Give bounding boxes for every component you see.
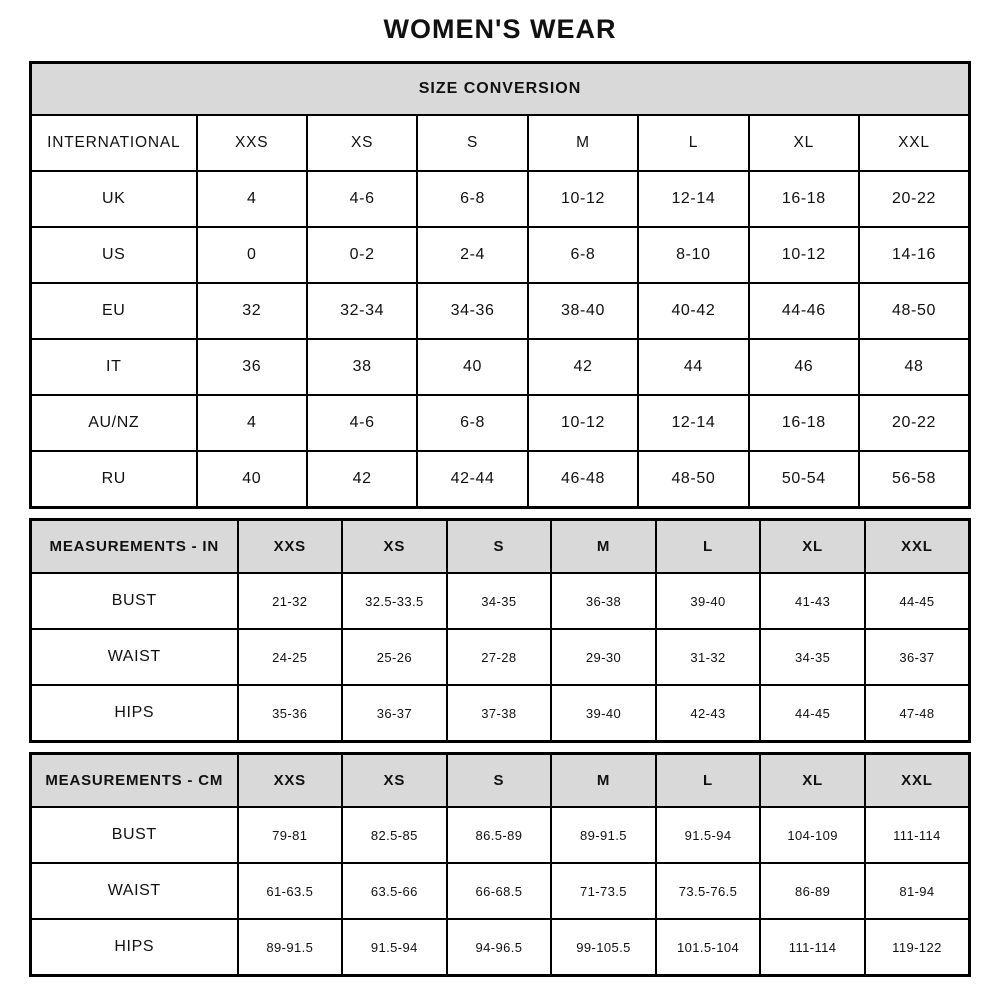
value-cell: 39-40	[551, 685, 656, 742]
value-cell: 38-40	[528, 283, 638, 339]
value-cell: 50-54	[749, 451, 859, 508]
value-cell: 99-105.5	[551, 919, 656, 976]
value-cell: 38	[307, 339, 417, 395]
size-column-header: L	[656, 754, 761, 808]
region-label: EU	[31, 283, 197, 339]
table-row	[31, 451, 970, 508]
table-row	[31, 685, 970, 742]
size-column-header: XS	[342, 520, 447, 574]
value-cell: 36-38	[551, 573, 656, 629]
size-conversion-table	[29, 61, 971, 509]
column-header-row	[31, 520, 970, 574]
value-cell: 34-35	[760, 629, 865, 685]
value-cell: 4-6	[307, 171, 417, 227]
value-cell: 10-12	[528, 395, 638, 451]
value-cell: 40	[417, 339, 527, 395]
value-cell: 0	[197, 227, 307, 283]
value-cell: 39-40	[656, 573, 761, 629]
table-title: MEASUREMENTS - CM	[31, 754, 238, 808]
page-title: WOMEN'S WEAR	[383, 14, 617, 44]
table-title-row	[31, 63, 970, 116]
value-cell: 44-46	[749, 283, 859, 339]
value-cell: 12-14	[638, 395, 748, 451]
value-cell: 35-36	[238, 685, 343, 742]
value-cell: 8-10	[638, 227, 748, 283]
table-row	[31, 171, 970, 227]
size-column-header: L	[656, 520, 761, 574]
size-column-header: XL	[760, 754, 865, 808]
value-cell: 24-25	[238, 629, 343, 685]
value-cell: 86.5-89	[447, 807, 552, 863]
value-cell: 61-63.5	[238, 863, 343, 919]
value-cell: 40	[197, 451, 307, 508]
value-cell: 10-12	[749, 227, 859, 283]
value-cell: 36-37	[865, 629, 970, 685]
region-label: US	[31, 227, 197, 283]
value-cell: 44	[638, 339, 748, 395]
value-cell: 42-44	[417, 451, 527, 508]
value-cell: 10-12	[528, 171, 638, 227]
table-row	[31, 339, 970, 395]
value-cell: 25-26	[342, 629, 447, 685]
value-cell: 4	[197, 171, 307, 227]
measurement-label: HIPS	[31, 919, 238, 976]
size-column-header: XXL	[865, 520, 970, 574]
size-column-header: XXS	[197, 115, 307, 171]
table-row	[31, 919, 970, 976]
size-conversion-table-body	[31, 63, 970, 508]
value-cell: 6-8	[528, 227, 638, 283]
size-column-header: XXL	[859, 115, 969, 171]
value-cell: 16-18	[749, 171, 859, 227]
value-cell: 119-122	[865, 919, 970, 976]
value-cell: 46	[749, 339, 859, 395]
value-cell: 44-45	[760, 685, 865, 742]
measurements-in-table	[29, 518, 971, 743]
value-cell: 12-14	[638, 171, 748, 227]
size-column-header: XS	[342, 754, 447, 808]
value-cell: 20-22	[859, 395, 969, 451]
value-cell: 41-43	[760, 573, 865, 629]
size-column-header: S	[417, 115, 527, 171]
size-column-header: S	[447, 754, 552, 808]
size-column-header: XXS	[238, 754, 343, 808]
table-row	[31, 395, 970, 451]
value-cell: 27-28	[447, 629, 552, 685]
measurement-label: BUST	[31, 807, 238, 863]
value-cell: 4-6	[307, 395, 417, 451]
value-cell: 32-34	[307, 283, 417, 339]
value-cell: 56-58	[859, 451, 969, 508]
value-cell: 20-22	[859, 171, 969, 227]
measurement-label: WAIST	[31, 629, 238, 685]
value-cell: 6-8	[417, 395, 527, 451]
column-header-row	[31, 115, 970, 171]
measurement-label: WAIST	[31, 863, 238, 919]
region-label: UK	[31, 171, 197, 227]
column-header-row	[31, 754, 970, 808]
measurements-in-table-body	[31, 520, 970, 742]
size-column-header: L	[638, 115, 748, 171]
table-title: MEASUREMENTS - IN	[31, 520, 238, 574]
value-cell: 89-91.5	[238, 919, 343, 976]
size-column-header: M	[528, 115, 638, 171]
value-cell: 81-94	[865, 863, 970, 919]
value-cell: 91.5-94	[342, 919, 447, 976]
value-cell: 31-32	[656, 629, 761, 685]
measurements-cm-table	[29, 752, 971, 977]
value-cell: 89-91.5	[551, 807, 656, 863]
value-cell: 47-48	[865, 685, 970, 742]
value-cell: 16-18	[749, 395, 859, 451]
value-cell: 34-35	[447, 573, 552, 629]
measurements-cm-table-body	[31, 754, 970, 976]
value-cell: 37-38	[447, 685, 552, 742]
value-cell: 71-73.5	[551, 863, 656, 919]
value-cell: 36	[197, 339, 307, 395]
value-cell: 32.5-33.5	[342, 573, 447, 629]
value-cell: 86-89	[760, 863, 865, 919]
measurement-label: HIPS	[31, 685, 238, 742]
region-label: IT	[31, 339, 197, 395]
value-cell: 32	[197, 283, 307, 339]
table-row	[31, 807, 970, 863]
value-cell: 48-50	[638, 451, 748, 508]
measurement-label: BUST	[31, 573, 238, 629]
value-cell: 6-8	[417, 171, 527, 227]
region-label: AU/NZ	[31, 395, 197, 451]
value-cell: 2-4	[417, 227, 527, 283]
value-cell: 42	[528, 339, 638, 395]
value-cell: 101.5-104	[656, 919, 761, 976]
table-row	[31, 863, 970, 919]
size-column-header: XL	[749, 115, 859, 171]
size-column-header: XXS	[238, 520, 343, 574]
value-cell: 40-42	[638, 283, 748, 339]
size-chart-page	[29, 0, 971, 977]
value-cell: 21-32	[238, 573, 343, 629]
value-cell: 63.5-66	[342, 863, 447, 919]
table-row	[31, 283, 970, 339]
table-row	[31, 227, 970, 283]
size-column-header: M	[551, 520, 656, 574]
value-cell: 111-114	[865, 807, 970, 863]
table-title: SIZE CONVERSION	[31, 63, 970, 116]
value-cell: 48-50	[859, 283, 969, 339]
value-cell: 42	[307, 451, 417, 508]
value-cell: 34-36	[417, 283, 527, 339]
value-cell: 73.5-76.5	[656, 863, 761, 919]
value-cell: 91.5-94	[656, 807, 761, 863]
value-cell: 111-114	[760, 919, 865, 976]
size-column-header: XXL	[865, 754, 970, 808]
size-column-header: S	[447, 520, 552, 574]
table-row	[31, 573, 970, 629]
value-cell: 94-96.5	[447, 919, 552, 976]
value-cell: 48	[859, 339, 969, 395]
value-cell: 4	[197, 395, 307, 451]
region-label: RU	[31, 451, 197, 508]
value-cell: 79-81	[238, 807, 343, 863]
row-header-label: INTERNATIONAL	[31, 115, 197, 171]
value-cell: 42-43	[656, 685, 761, 742]
value-cell: 14-16	[859, 227, 969, 283]
value-cell: 82.5-85	[342, 807, 447, 863]
value-cell: 44-45	[865, 573, 970, 629]
value-cell: 36-37	[342, 685, 447, 742]
value-cell: 104-109	[760, 807, 865, 863]
size-column-header: XL	[760, 520, 865, 574]
table-row	[31, 629, 970, 685]
value-cell: 0-2	[307, 227, 417, 283]
value-cell: 29-30	[551, 629, 656, 685]
value-cell: 46-48	[528, 451, 638, 508]
size-column-header: XS	[307, 115, 417, 171]
size-column-header: M	[551, 754, 656, 808]
value-cell: 66-68.5	[447, 863, 552, 919]
